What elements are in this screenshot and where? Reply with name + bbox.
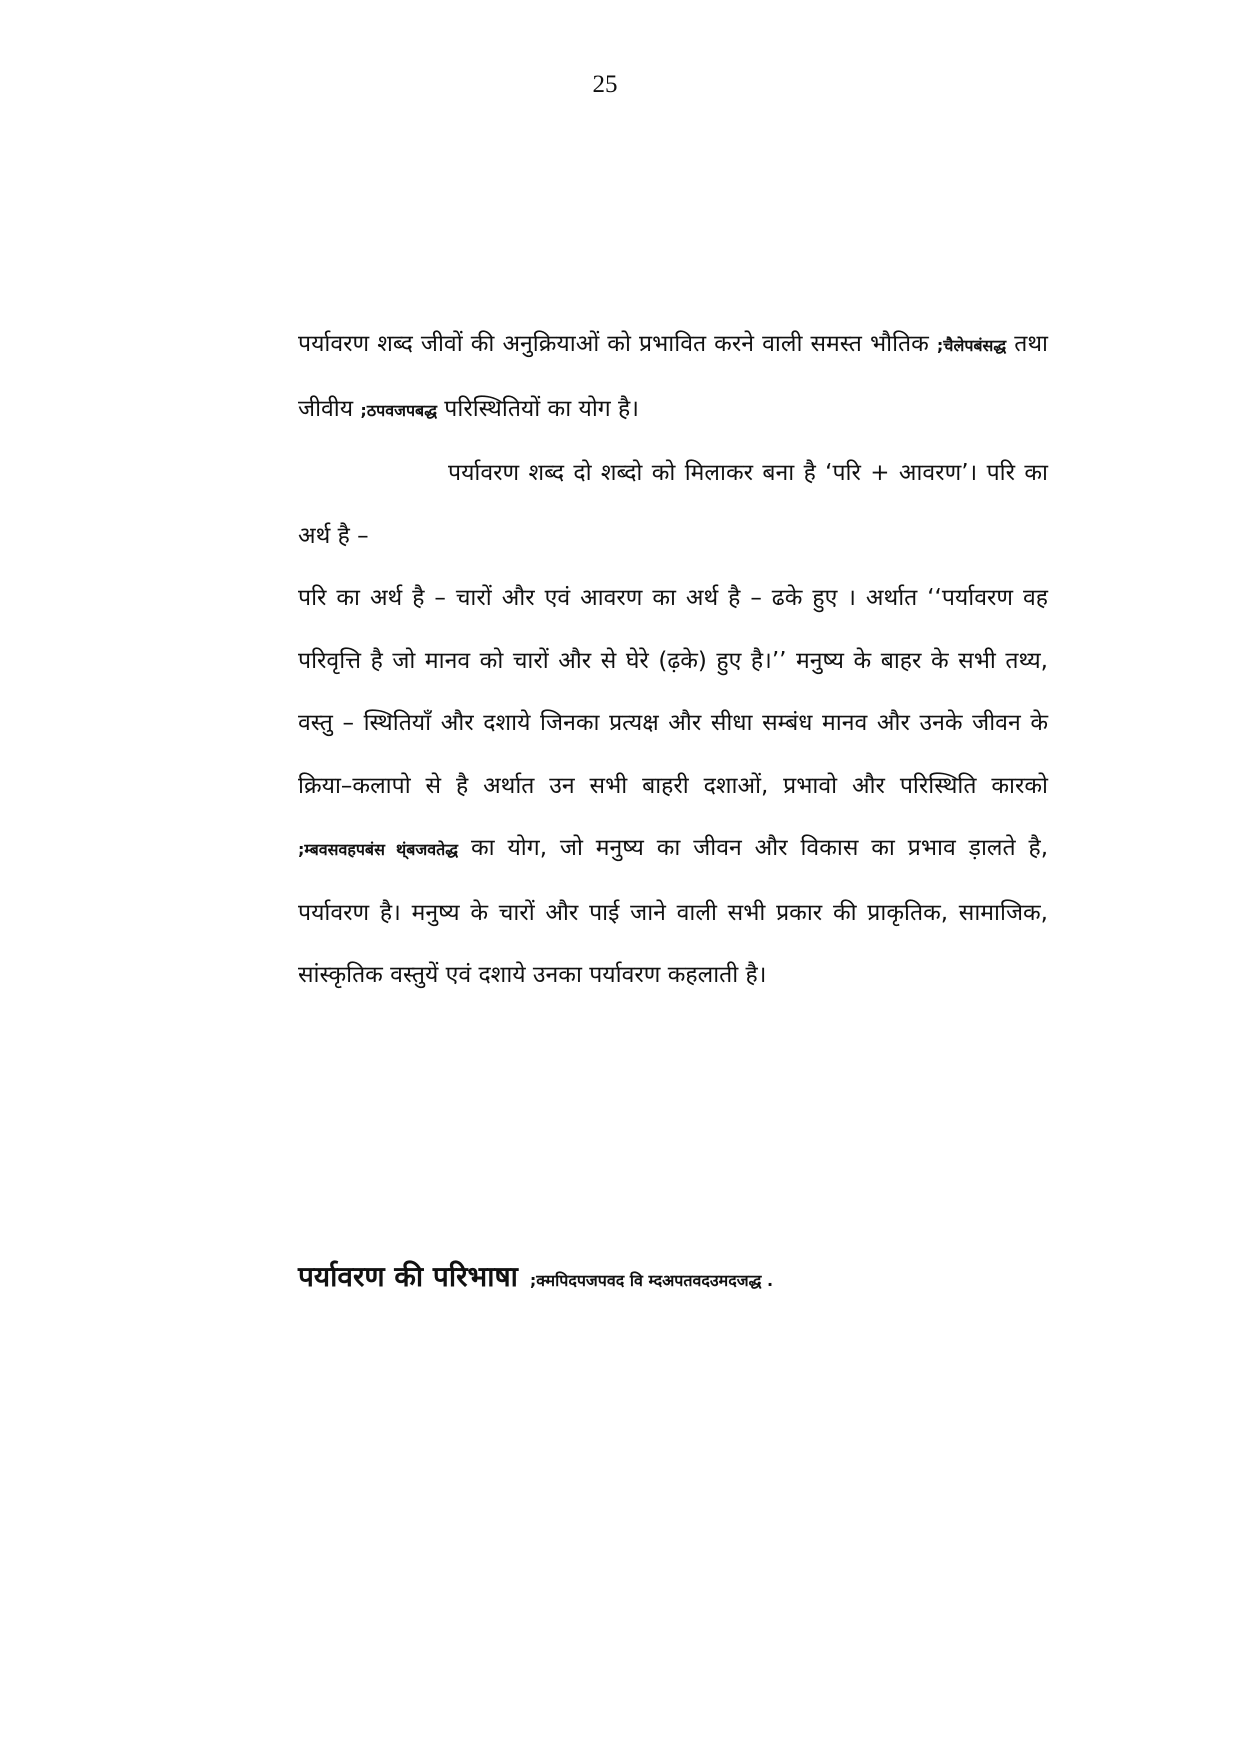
paragraph-3 (298, 567, 1048, 1007)
section-heading (298, 1255, 1048, 1303)
page-number: 25 (592, 71, 618, 98)
section-heading-garbled-term: ;क्मपिदपजपवद वि म्दअपतवदउमदजद्ध . (529, 1271, 774, 1290)
paragraph-2: पर्यावरण शब्द दो शब्दो को मिलाकर बना है ‘परि + आवरण’। परि का अर्थ है – (298, 460, 1048, 549)
garbled-term-biotic: ;ठपवजपबद्ध (360, 400, 437, 420)
section-heading-title: पर्यावरण की परिभाषा (298, 1260, 518, 1293)
paragraph-3-text-end: का योग, जो मनुष्य का जीवन और विकास का प्रभाव ड़ालते है, पर्यावरण है। मनुष्य के चारों और पाई जाने वाली सभी प्रकार की प्राकृतिक, सामाजिक, सांस्कृतिक वस्तुयें एवं दशाये उनका पर्यावरण कहलाती है। (298, 835, 1049, 988)
paragraph-1-text-b: तथा जीवीय (298, 331, 1048, 422)
paragraph-1-text-c: परिस्थितियों का योग है। (444, 395, 639, 422)
body-text (298, 313, 1048, 1007)
garbled-term-physical: ;चैलेपबंसद्ध (936, 336, 1007, 355)
paragraph-3-text: परि का अर्थ है – चारों और एवं आवरण का अर्थ है – ढके हुए । अर्थात ‘‘पर्यावरण वह परिवृत्ति है जो मानव को चारों और से घेरे (ढ़के) हुए है।’’ मनुष्य के बाहर के सभी तथ्य, वस्तु – स्थितियाँ और दशाये जिनका प्रत्यक्ष और सीधा सम्बंध मानव और उनके जीवन के क्रिया–कलापो से है अर्थात उन सभी बाहरी दशाओं, प्रभावो और परिस्थिति कारको (298, 585, 1048, 799)
paragraph-1-text-a: पर्यावरण शब्द जीवों की अनुक्रियाओं को प्रभावित करने वाली समस्त भौतिक (298, 331, 929, 357)
paragraph-1 (298, 313, 1048, 442)
garbled-term-ecological-factors: ;म्बवसवहपबंस थ्ंबजवतेद्ध (298, 840, 459, 859)
